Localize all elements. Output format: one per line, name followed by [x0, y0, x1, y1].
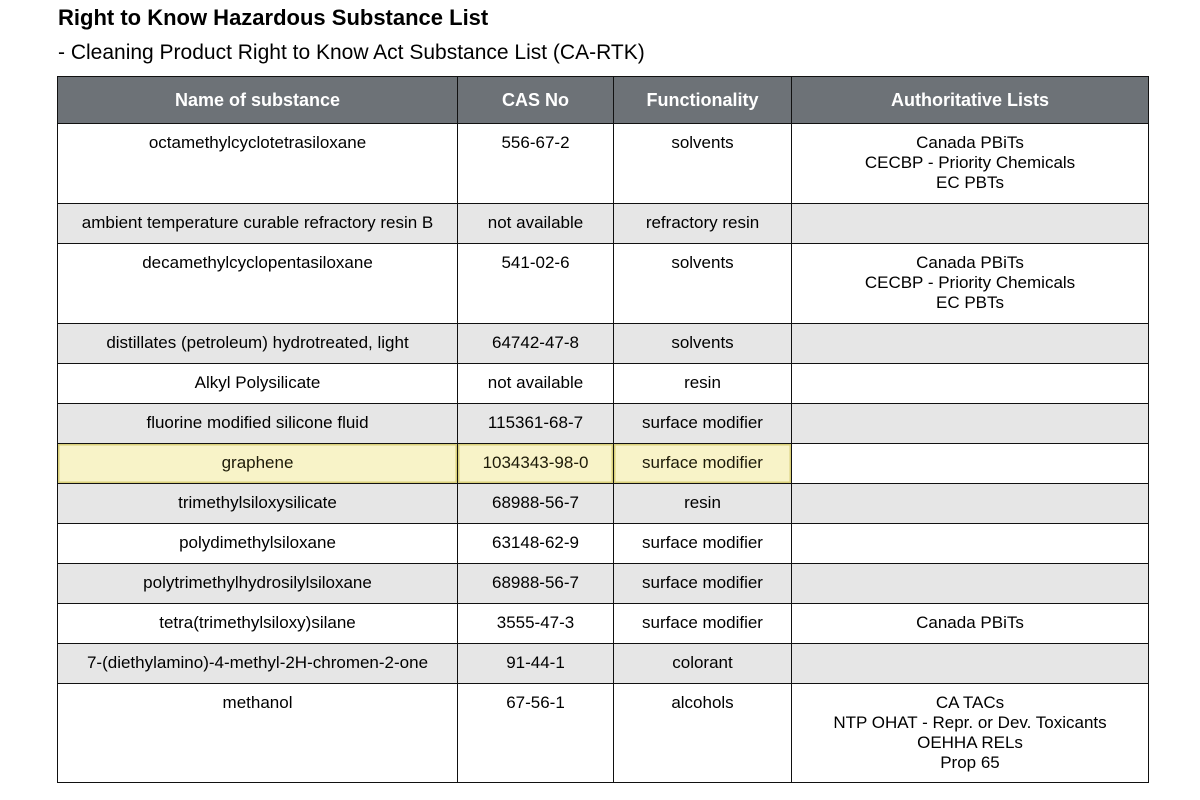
cell-functionality: solvents [614, 124, 792, 204]
substance-table [57, 76, 1149, 783]
cell-functionality: alcohols [614, 684, 792, 783]
table-row [58, 484, 1149, 524]
cell-cas-no: 3555-47-3 [458, 604, 614, 644]
table-row [58, 564, 1149, 604]
authoritative-list-entry: EC PBTs [935, 293, 1005, 312]
authoritative-list-entry: EC PBTs [935, 173, 1005, 192]
cell-substance-name: 7-(diethylamino)-4-methyl-2H-chromen-2-one [58, 644, 458, 684]
table-row [58, 204, 1149, 244]
cell-functionality: surface modifier [614, 444, 792, 484]
cell-functionality: colorant [614, 644, 792, 684]
cell-cas-no: 115361-68-7 [458, 404, 614, 444]
cell-functionality: surface modifier [614, 564, 792, 604]
cell-authoritative-lists [792, 484, 1149, 524]
cell-functionality: resin [614, 364, 792, 404]
cell-authoritative-lists [792, 644, 1149, 684]
table-row [58, 244, 1149, 324]
table-row [58, 644, 1149, 684]
page-subtitle: - Cleaning Product Right to Know Act Substance List (CA-RTK) [58, 41, 645, 64]
cell-authoritative-lists [792, 444, 1149, 484]
authoritative-list-entry: CECBP - Priority Chemicals [864, 153, 1076, 172]
cell-substance-name: tetra(trimethylsiloxy)silane [58, 604, 458, 644]
cell-functionality: solvents [614, 244, 792, 324]
cell-cas-no: 64742-47-8 [458, 324, 614, 364]
cell-substance-name: octamethylcyclotetrasiloxane [58, 124, 458, 204]
cell-cas-no: 556-67-2 [458, 124, 614, 204]
table-body [58, 124, 1149, 783]
cell-authoritative-lists [792, 124, 1149, 204]
cell-substance-name: polytrimethylhydrosilylsiloxane [58, 564, 458, 604]
authoritative-list-entry: NTP OHAT - Repr. or Dev. Toxicants [833, 713, 1107, 732]
cell-cas-no: 63148-62-9 [458, 524, 614, 564]
authoritative-list-entry: CECBP - Priority Chemicals [864, 273, 1076, 292]
cell-authoritative-lists [792, 604, 1149, 644]
cell-cas-no: 67-56-1 [458, 684, 614, 783]
cell-cas-no: 1034343-98-0 [458, 444, 614, 484]
cell-authoritative-lists [792, 244, 1149, 324]
cell-substance-name: trimethylsiloxysilicate [58, 484, 458, 524]
cell-functionality: refractory resin [614, 204, 792, 244]
header-cas-no: CAS No [458, 77, 614, 124]
table-row [58, 124, 1149, 204]
authoritative-list-entry: CA TACs [935, 693, 1005, 712]
authoritative-list-entry: Canada PBiTs [916, 613, 1024, 632]
cell-functionality: resin [614, 484, 792, 524]
cell-authoritative-lists [792, 564, 1149, 604]
cell-authoritative-lists [792, 404, 1149, 444]
authoritative-list-entry: Canada PBiTs [916, 133, 1024, 152]
authoritative-list-entry: OEHHA RELs [917, 733, 1023, 752]
table-header-row [58, 77, 1149, 124]
cell-functionality: solvents [614, 324, 792, 364]
cell-cas-no: not available [458, 204, 614, 244]
table-row [58, 684, 1149, 783]
cell-cas-no: 541-02-6 [458, 244, 614, 324]
authoritative-list-entry: Canada PBiTs [916, 253, 1024, 272]
header-authoritative-lists: Authoritative Lists [792, 77, 1149, 124]
cell-authoritative-lists [792, 524, 1149, 564]
table-row [58, 324, 1149, 364]
cell-substance-name: fluorine modified silicone fluid [58, 404, 458, 444]
table-row [58, 364, 1149, 404]
authoritative-list-entry: Prop 65 [940, 753, 1000, 772]
cell-functionality: surface modifier [614, 604, 792, 644]
cell-substance-name: polydimethylsiloxane [58, 524, 458, 564]
cell-functionality: surface modifier [614, 404, 792, 444]
cell-cas-no: 68988-56-7 [458, 564, 614, 604]
cell-functionality: surface modifier [614, 524, 792, 564]
cell-substance-name: ambient temperature curable refractory resin B [58, 204, 458, 244]
cell-substance-name: distillates (petroleum) hydrotreated, light [58, 324, 458, 364]
cell-authoritative-lists [792, 684, 1149, 783]
table-row [58, 604, 1149, 644]
cell-authoritative-lists [792, 364, 1149, 404]
header-name-of-substance: Name of substance [58, 77, 458, 124]
cell-substance-name: decamethylcyclopentasiloxane [58, 244, 458, 324]
cell-substance-name: graphene [58, 444, 458, 484]
page-title: Right to Know Hazardous Substance List [58, 5, 489, 30]
cell-cas-no: 68988-56-7 [458, 484, 614, 524]
cell-authoritative-lists [792, 324, 1149, 364]
table-row [58, 524, 1149, 564]
table-row [58, 444, 1149, 484]
cell-substance-name: methanol [58, 684, 458, 783]
cell-authoritative-lists [792, 204, 1149, 244]
table-row [58, 404, 1149, 444]
header-functionality: Functionality [614, 77, 792, 124]
cell-cas-no: not available [458, 364, 614, 404]
cell-cas-no: 91-44-1 [458, 644, 614, 684]
cell-substance-name: Alkyl Polysilicate [58, 364, 458, 404]
